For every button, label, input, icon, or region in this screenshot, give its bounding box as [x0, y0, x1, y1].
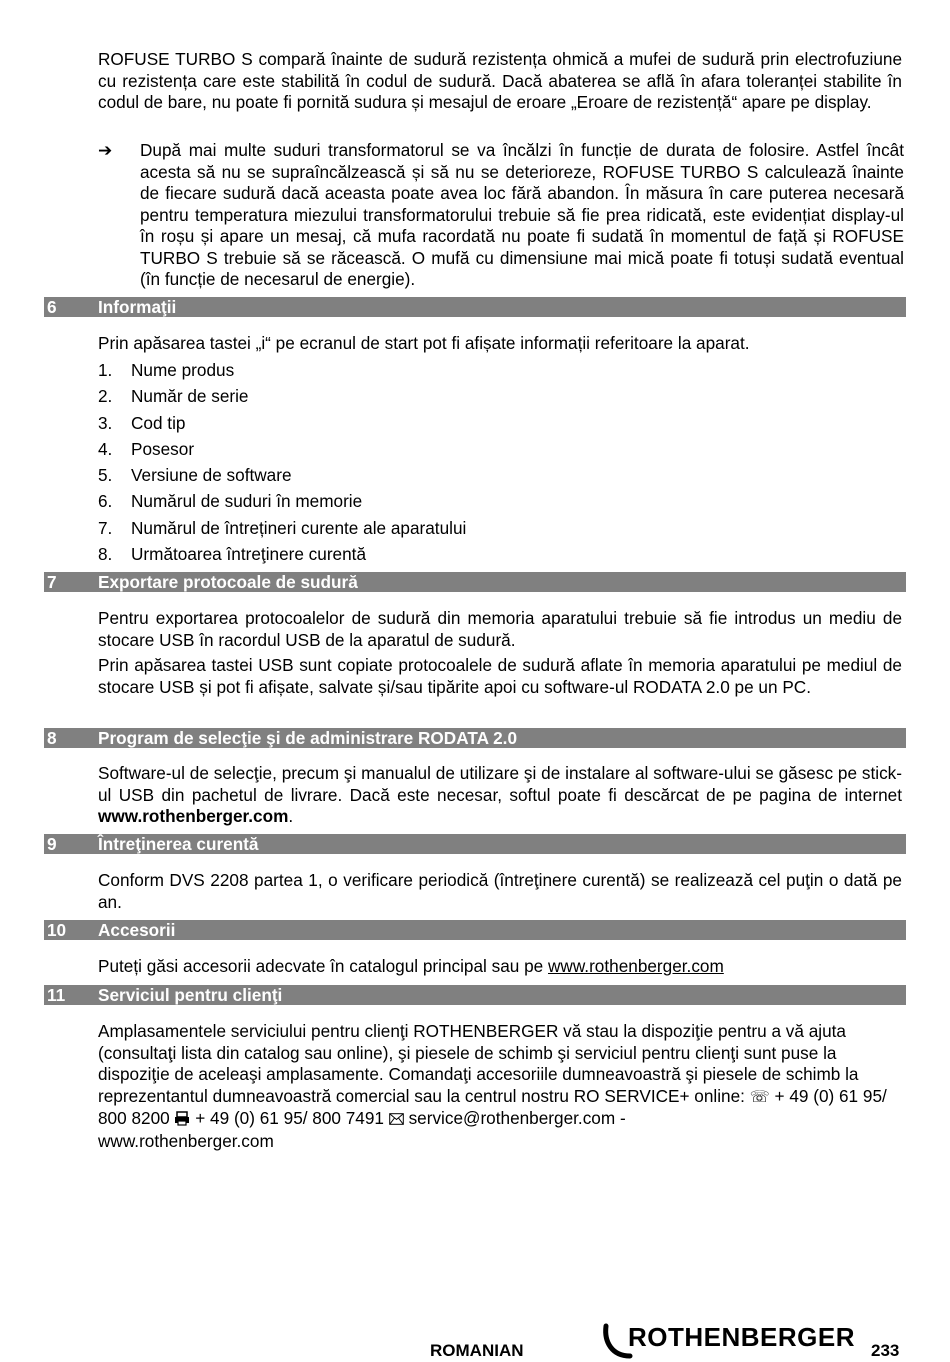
arrow-note-text: După mai multe suduri transformatorul se va încălzi în funcție de durata de folosire. Astfel încât acesta să nu se supraîncălzească și să nu se deterioreze, ROFUSE TURBO S calculează înainte de fiecare sudură dacă aceasta poate avea loc fără abandon. În măsura în care puterea necesară pentru temperatura miezului transformatorului trebuie să fie prea ridicată, este evidențiat display-ul în roșu și apare un mesaj, că mufa racordată nu poate fi sudată în momentul de față și ROFUSE TURBO S trebuie să se răcească. O mufă cu dimensiune mai mică poate fi totuși sudată eventual (în funcție de necesarul de energie).	[140, 140, 904, 289]
list-item: 2. Număr de serie	[98, 386, 249, 407]
intro-paragraph: ROFUSE TURBO S compară înainte de sudură rezistența ohmică a mufei de sudură prin electrofuziune cu rezistența care este stabilită în codul de sudură. Dacă abaterea se află în afara toleranței stabilite în codul de bare, nu poate fi pornită sudura și mesajul de eroare „Eroare de rezistență“ apare pe display.	[98, 49, 902, 112]
fax-icon	[174, 1109, 190, 1131]
s9-paragraph: Conform DVS 2208 partea 1, o verificare periodică (întreţinere curentă) se realizează cel puţin o dată pe an.	[98, 870, 902, 912]
website-link[interactable]: www.rothenberger.com	[98, 1130, 274, 1151]
phone-number: + 49 (0) 61 95/ 800 8200	[98, 1085, 887, 1128]
list-item: 7. Numărul de întrețineri curente ale aparatului	[98, 517, 467, 538]
brand-name: ROTHENBERGER	[628, 1322, 856, 1352]
section-heading-7	[44, 572, 906, 592]
envelope-icon	[389, 1109, 404, 1131]
section-number: 11	[47, 985, 66, 1005]
page-number: 233	[871, 1341, 900, 1360]
list-item: 8. Următoarea întreţinere curentă	[98, 544, 367, 565]
section-title: Întreţinerea curentă	[98, 834, 259, 854]
section-title: Accesorii	[98, 920, 176, 940]
section-heading-10	[44, 920, 906, 940]
list-item: 5. Versiune de software	[98, 465, 292, 486]
list-item: 3. Cod tip	[98, 412, 186, 433]
section-number: 6	[47, 297, 57, 317]
list-item: 6. Numărul de suduri în memorie	[98, 491, 363, 512]
list-item: 4. Posesor	[98, 438, 195, 459]
section-title: Program de selecţie şi de administrare RODATA 2.0	[98, 728, 518, 748]
arrow-note	[98, 140, 904, 291]
section-title: Informaţii	[98, 297, 177, 317]
s11-paragraph: Amplasamentele serviciului pentru clienţi ROTHENBERGER vă stau la dispoziţie pentru a vă ajuta (consultaţi lista din catalog sau online), şi piesele de schimb şi serviciul pentru clienţi sunt puse la dispoziţie de aceleaşi amplasamente. Comandaţi accesoriile dumneavoastră şi piesele de schimb la reprezentantul dumneavoastră comercial sau la centrul nostru RO SERVICE+ online: ☏ + 49 (0) 61 95/ 800 8200 + 49 (0) 61 95/ 800 7491 service@rothenberger.com - www.rothenberger.com	[98, 1021, 887, 1151]
s7-paragraph-2: Prin apăsarea tastei USB sunt copiate protocoalele de sudură aflate în memoria aparatului pe mediul de stocare USB și pot fi afișate, salvate și/sau tipărite apoi cu software-ul RODATA 2.0 pe un PC.	[98, 655, 902, 697]
section-number: 10	[47, 920, 67, 940]
footer-language: ROMANIAN	[430, 1341, 524, 1360]
section-heading-8	[44, 728, 906, 748]
section-number: 7	[47, 572, 57, 592]
section-heading-6	[44, 297, 906, 317]
email-address[interactable]: service@rothenberger.com -	[408, 1108, 626, 1128]
brand-logo	[600, 1322, 856, 1362]
fax-number: + 49 (0) 61 95/ 800 7491	[195, 1108, 384, 1128]
section-heading-11	[44, 985, 906, 1005]
info-list	[98, 357, 466, 567]
phone-icon: ☏	[749, 1088, 770, 1106]
list-item: 1. Nume produs	[98, 360, 235, 380]
section-title: Serviciul pentru clienţi	[98, 985, 283, 1005]
website-link[interactable]: www.rothenberger.com	[548, 956, 724, 976]
section-heading-9	[44, 834, 906, 854]
arrow-right-icon: ➔	[98, 141, 113, 160]
section-number: 8	[47, 728, 57, 748]
s8-paragraph: Software-ul de selecţie, precum şi manualul de utilizare şi de instalare al software-ului se găsesc pe stick-ul USB din pachetul de livrare. Dacă este necesar, softul poate fi descărcat de pe pagina de internet www.rothenberger.com.	[98, 763, 902, 826]
section-title: Exportare protocoale de sudură	[98, 572, 358, 592]
website-link[interactable]: www.rothenberger.com	[98, 806, 289, 826]
s10-paragraph: Puteți găsi accesorii adecvate în catalogul principal sau pe www.rothenberger.com	[98, 956, 724, 976]
s6-intro: Prin apăsarea tastei „i“ pe ecranul de start pot fi afișate informații referitoare la aparat.	[98, 333, 750, 353]
section-number: 9	[47, 834, 57, 854]
s7-paragraph-1: Pentru exportarea protocoalelor de sudură din memoria aparatului trebuie să fie introdus un mediu de stocare USB în racordul USB de la aparatul de sudură.	[98, 608, 902, 650]
